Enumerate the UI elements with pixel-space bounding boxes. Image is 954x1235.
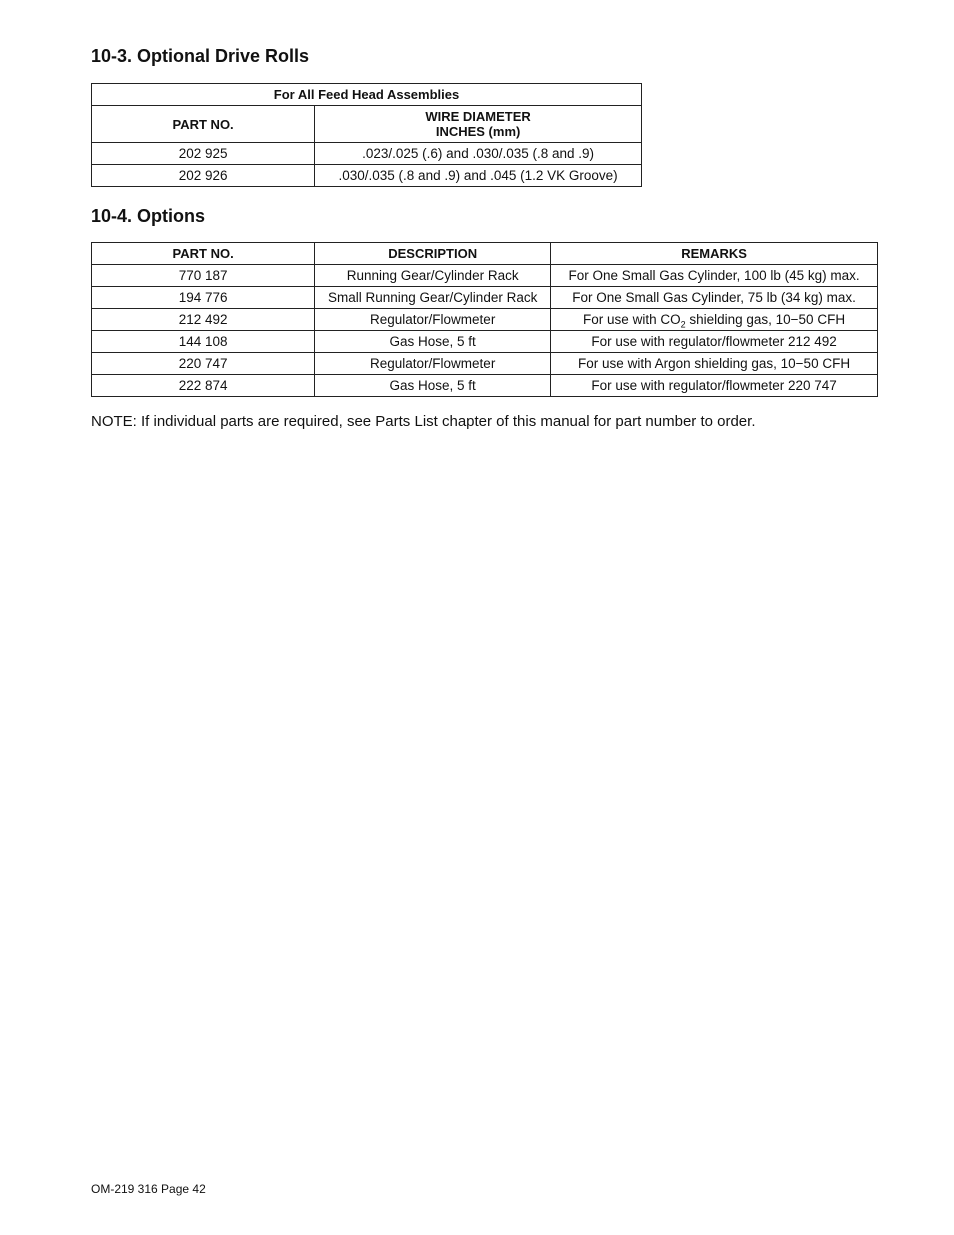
part-number-cell: 202 926 bbox=[92, 165, 315, 187]
options-table bbox=[91, 242, 878, 397]
description-cell: Running Gear/Cylinder Rack bbox=[315, 265, 551, 287]
wire-diameter-line1: WIRE DIAMETER bbox=[425, 109, 531, 124]
part-number-cell: 222 874 bbox=[92, 375, 315, 397]
table-caption-row bbox=[92, 84, 642, 106]
table-row bbox=[92, 165, 642, 187]
remarks-cell: For use with Argon shielding gas, 10−50 CFH bbox=[551, 353, 878, 375]
remarks-text-post: shielding gas, 10−50 CFH bbox=[685, 312, 846, 327]
part-number-cell: 194 776 bbox=[92, 287, 315, 309]
remarks-cell: For use with regulator/flowmeter 212 492 bbox=[551, 331, 878, 353]
column-header-part-no: PART NO. bbox=[92, 106, 315, 143]
column-header-description: DESCRIPTION bbox=[315, 243, 551, 265]
table-row bbox=[92, 309, 878, 331]
description-cell: Gas Hose, 5 ft bbox=[315, 375, 551, 397]
remarks-text-pre: For use with CO bbox=[583, 312, 681, 327]
remarks-cell: For One Small Gas Cylinder, 100 lb (45 kg) max. bbox=[551, 265, 878, 287]
description-cell: Regulator/Flowmeter bbox=[315, 309, 551, 331]
part-number-cell: 220 747 bbox=[92, 353, 315, 375]
remarks-cell: For use with regulator/flowmeter 220 747 bbox=[551, 375, 878, 397]
remarks-subscript: 2 bbox=[680, 319, 686, 330]
description-cell: Small Running Gear/Cylinder Rack bbox=[315, 287, 551, 309]
description-cell: Gas Hose, 5 ft bbox=[315, 331, 551, 353]
part-number-cell: 144 108 bbox=[92, 331, 315, 353]
column-header-remarks: REMARKS bbox=[551, 243, 878, 265]
description-cell: Regulator/Flowmeter bbox=[315, 353, 551, 375]
note-text: NOTE: If individual parts are required, see Parts List chapter of this manual for part number to order. bbox=[91, 413, 756, 430]
table-row bbox=[92, 331, 878, 353]
section-title-options: 10-4. Options bbox=[91, 206, 206, 226]
table-row bbox=[92, 143, 642, 165]
wire-diameter-cell: .030/.035 (.8 and .9) and .045 (1.2 VK Groove) bbox=[315, 165, 642, 187]
remarks-cell: For One Small Gas Cylinder, 75 lb (34 kg) max. bbox=[551, 287, 878, 309]
part-number-cell: 212 492 bbox=[92, 309, 315, 331]
table-header-row bbox=[92, 243, 878, 265]
column-header-part-no: PART NO. bbox=[92, 243, 315, 265]
drive-rolls-table bbox=[91, 83, 642, 187]
table-row bbox=[92, 353, 878, 375]
table-header-row bbox=[92, 106, 642, 143]
wire-diameter-line2: INCHES (mm) bbox=[435, 124, 521, 139]
column-header-wire-diameter bbox=[315, 106, 642, 143]
page-footer: OM-219 316 Page 42 bbox=[91, 1182, 206, 1196]
table-row bbox=[92, 287, 878, 309]
wire-diameter-cell: .023/.025 (.6) and .030/.035 (.8 and .9) bbox=[315, 143, 642, 165]
section-title-drive-rolls: 10-3. Optional Drive Rolls bbox=[91, 46, 310, 66]
remarks-cell bbox=[551, 309, 878, 331]
part-number-cell: 202 925 bbox=[92, 143, 315, 165]
table-row bbox=[92, 265, 878, 287]
table-caption: For All Feed Head Assemblies bbox=[92, 84, 642, 106]
table-row bbox=[92, 375, 878, 397]
part-number-cell: 770 187 bbox=[92, 265, 315, 287]
